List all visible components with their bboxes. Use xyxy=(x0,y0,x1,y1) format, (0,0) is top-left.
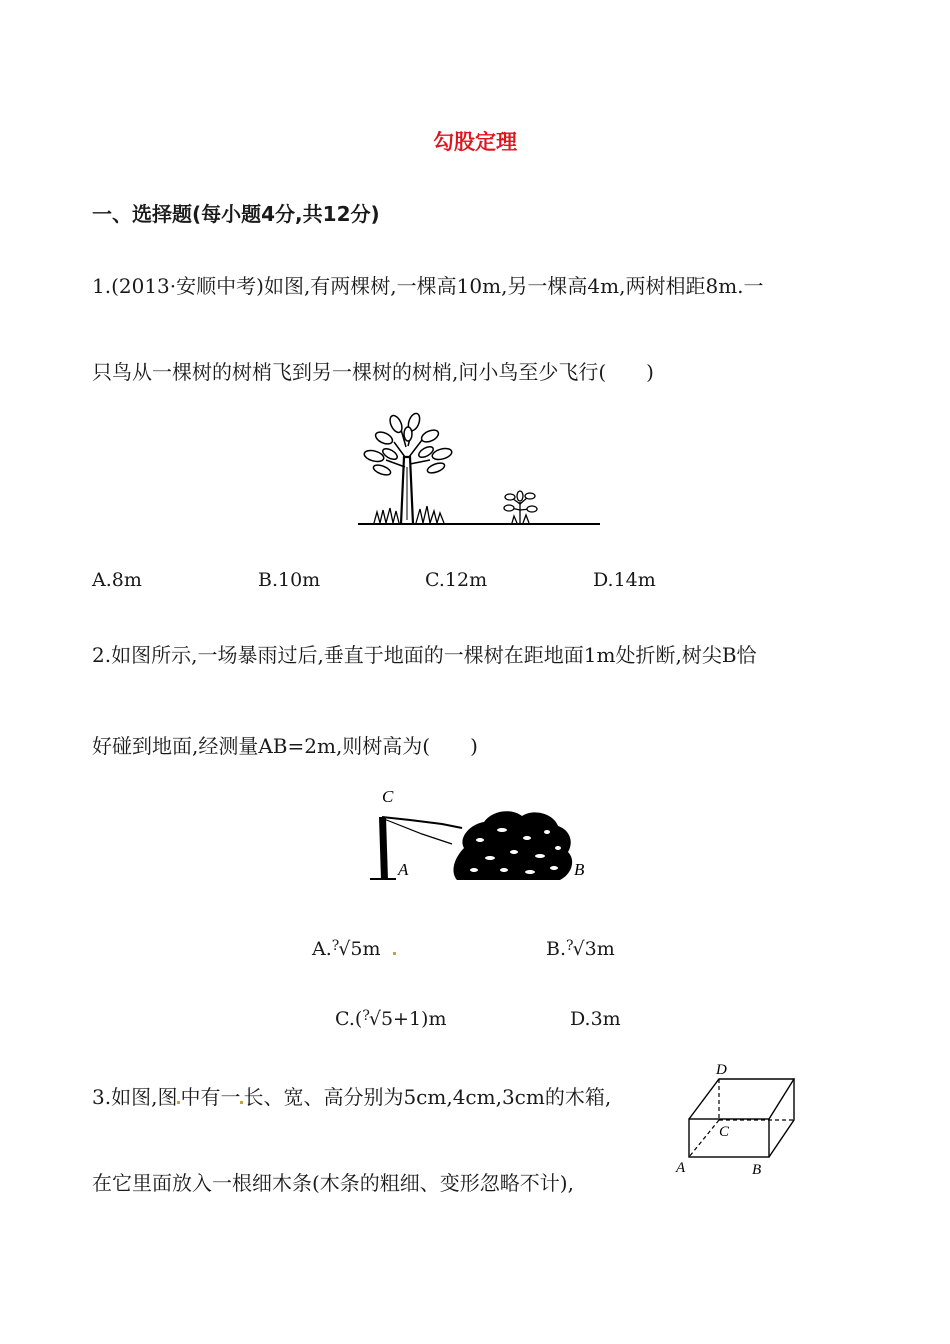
label-b: B xyxy=(752,1162,762,1178)
box-solid-edges xyxy=(689,1079,794,1157)
q1-text-line2: 只鸟从一棵树的树梢飞到另一棵树的树梢,问小鸟至少飞行( ) xyxy=(92,360,654,384)
small-tree xyxy=(504,491,537,524)
q3-text-line1: 3.如图,图 中有一 长、宽、高分别为5cm,4cm,3cm的木箱, xyxy=(92,1085,612,1109)
q2-option-c[interactable]: C.(?√5+1)m xyxy=(335,1008,447,1030)
q1-option-b[interactable]: B.10m xyxy=(258,569,321,591)
q1-option-d[interactable]: D.14m xyxy=(593,569,656,591)
grass xyxy=(374,506,444,523)
q2-option-b[interactable]: B.?√3m xyxy=(546,938,615,960)
q2-text-line2: 好碰到地面,经测量AB=2m,则树高为( ) xyxy=(92,734,478,758)
section-heading: 一、选择题(每小题4分,共12分) xyxy=(92,202,380,226)
q2-broken-tree-figure xyxy=(362,782,602,886)
label-a: A xyxy=(398,860,409,879)
label-b: B xyxy=(574,860,585,879)
page-title: 勾股定理 xyxy=(433,130,517,154)
q2-option-a[interactable]: A.?√5m xyxy=(312,938,396,960)
q1-option-a[interactable]: A.8m xyxy=(92,569,142,591)
label-c: C xyxy=(719,1124,730,1140)
q1-two-trees-figure xyxy=(350,412,605,528)
q1-text-line1: 1.(2013·安顺中考)如图,有两棵树,一棵高10m,另一棵高4m,两树相距8m.一 xyxy=(92,274,764,298)
q3-text-line2: 在它里面放入一根细木条(木条的粗细、变形忽略不计), xyxy=(92,1171,574,1195)
tree-trunk xyxy=(379,817,388,880)
q2-text-line1: 2.如图所示,一场暴雨过后,垂直于地面的一棵树在距地面1m处折断,树尖B恰 xyxy=(92,643,757,667)
box-hidden-edges xyxy=(689,1079,794,1157)
q2-option-d[interactable]: D.3m xyxy=(570,1008,621,1030)
q3-box-figure xyxy=(672,1058,802,1182)
label-a: A xyxy=(676,1160,686,1176)
label-c: C xyxy=(382,787,394,806)
label-d: D xyxy=(716,1062,727,1078)
q1-option-c[interactable]: C.12m xyxy=(425,569,488,591)
